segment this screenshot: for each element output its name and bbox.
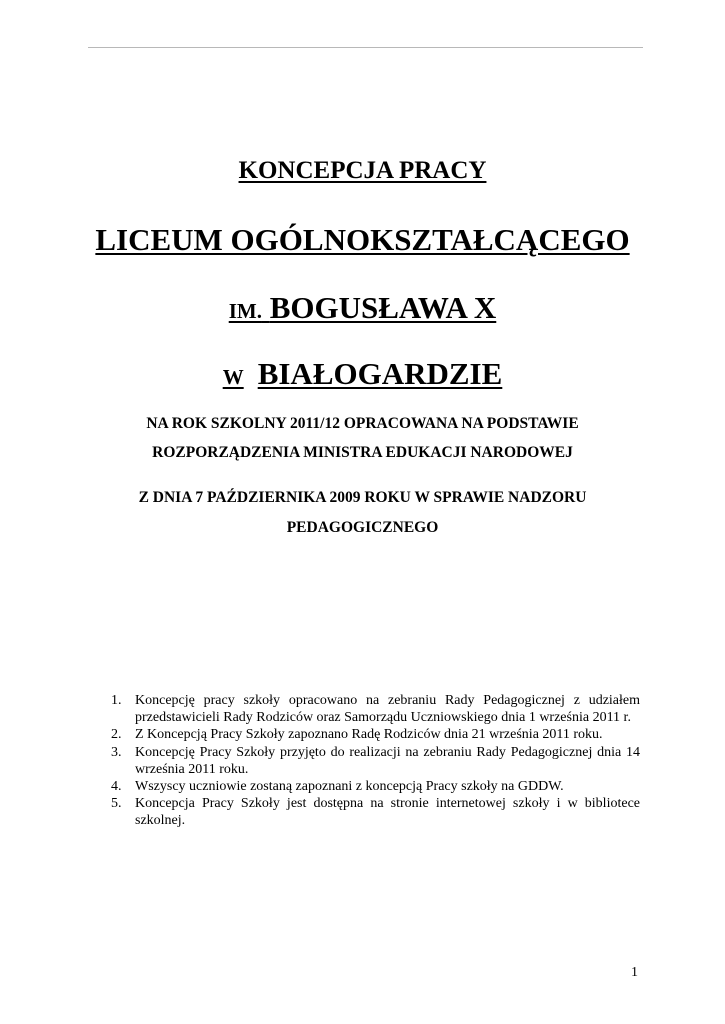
list-item-number: 5. <box>111 796 122 812</box>
title-line-3-main: BOGUSŁAWA X <box>269 290 497 325</box>
list-item <box>103 778 640 795</box>
list-item <box>103 726 640 743</box>
title-line-4 <box>0 356 725 392</box>
list-item <box>103 744 640 778</box>
subtitle-line-4: PEDAGOGICZNEGO <box>286 519 439 536</box>
title-line-4-prefix: W <box>222 365 244 389</box>
list-item-number: 2. <box>111 727 122 743</box>
subtitle-line-3: Z DNIA 7 PAŹDZIERNIKA 2009 ROKU W SPRAWIE NADZORU <box>138 489 587 506</box>
list-item-number: 3. <box>111 744 122 760</box>
page-number: 1 <box>631 965 638 980</box>
title-line-1: KONCEPCJA PRACY <box>238 157 487 184</box>
list-item-text: Koncepcja Pracy Szkoły jest dostępna na stronie internetowej szkoły i w bibliotece szkolnej. <box>135 796 640 829</box>
list-item-text: Koncepcję Pracy Szkoły przyjęto do realizacji na zebraniu Rady Pedagogicznej dnia 14 września 2011 roku. <box>135 744 640 777</box>
list-item-text: Z Koncepcją Pracy Szkoły zapoznano Radę Rodziców dnia 21 września 2011 roku. <box>135 727 603 743</box>
list-item-text: Wszyscy uczniowie zostaną zapoznani z koncepcją Pracy szkoły na GDDW. <box>135 779 564 795</box>
title-line-3 <box>0 290 725 326</box>
title-line-4-main: BIAŁOGARDZIE <box>257 356 503 391</box>
title-line-3-prefix: IM. <box>228 299 262 323</box>
header-rule <box>88 47 643 48</box>
title-line-2: LICEUM OGÓLNOKSZTAŁCĄCEGO <box>95 222 630 257</box>
subtitle-line-1: NA ROK SZKOLNY 2011/12 OPRACOWANA NA PODSTAWIE <box>146 415 579 432</box>
list-item <box>103 692 640 726</box>
list-item <box>103 795 640 829</box>
list-item-number: 4. <box>111 779 122 795</box>
list-item-number: 1. <box>111 693 122 708</box>
subtitle-line-2: ROZPORZĄDZENIA MINISTRA EDUKACJI NARODOWEJ <box>152 444 573 461</box>
list-item-text: Koncepcję pracy szkoły opracowano na zebraniu Rady Pedagogicznej z udziałem przedstawicieli Rady Rodziców oraz Samorządu Uczniowskiego dnia 1 września 2011 r. <box>135 693 640 726</box>
notes-list <box>103 692 640 830</box>
